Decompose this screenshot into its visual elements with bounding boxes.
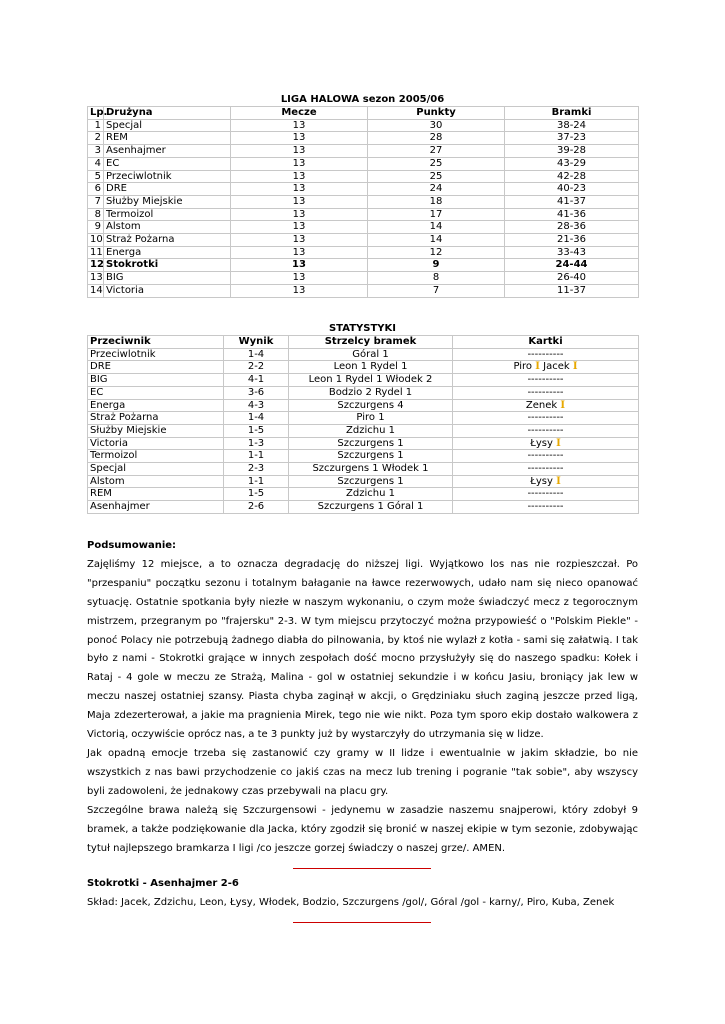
cell-lp: 2 [88,132,104,145]
header-result: Wynik [224,336,289,349]
cell-team: Służby Miejskie [104,195,231,208]
cell-points: 25 [368,170,505,183]
stats-table-title: STATYSTYKI [328,323,396,334]
table-row [88,195,639,208]
cell-opponent: Alstom [88,475,224,488]
cell-goals: 24-44 [505,259,639,272]
cell-opponent: Victoria [88,437,224,450]
table-row [88,361,639,374]
cell-scorers: Szczurgens 4 [289,399,453,412]
cell-scorers: Góral 1 [289,348,453,361]
cell-cards [453,399,639,412]
table-row [88,170,639,183]
cell-result: 1-5 [224,488,289,501]
cell-matches: 13 [231,259,368,272]
table-row [88,234,639,247]
cell-team: BIG [104,272,231,285]
header-goals: Bramki [505,107,639,120]
cell-scorers: Szczurgens 1 Góral 1 [289,501,453,514]
table-row [88,412,639,425]
cell-result: 1-4 [224,348,289,361]
cell-goals: 26-40 [505,272,639,285]
header-opponent: Przeciwnik [88,336,224,349]
cell-lp: 7 [88,195,104,208]
cell-lp: 3 [88,145,104,158]
table-row [88,374,639,387]
cell-cards [453,361,639,374]
cell-goals: 41-36 [505,208,639,221]
match-section [87,875,638,913]
summary-paragraph-3: Szczególne brawa należą się Szczurgensowi - jedynemu w zasadzie naszemu snajperowi, który zdobył 9 bramek, a także podziękowanie dla Jacka, który zgodził się bronić w naszej ekipie w tym sezonie, zdobywając tytuł najlepszego bramkarza I ligi /co jeszcze gorzej świadczy o naszej grze/. AMEN. [87,804,638,854]
cell-scorers: Zdzichu 1 [289,488,453,501]
table-row [88,208,639,221]
cell-team: REM [104,132,231,145]
cell-points: 18 [368,195,505,208]
cell-result: 1-4 [224,412,289,425]
yellow-card-icon: I [556,475,561,487]
cell-result: 1-5 [224,424,289,437]
cell-matches: 13 [231,183,368,196]
table-row [88,399,639,412]
match-squad: Skład: Jacek, Zdzichu, Leon, Łysy, Włodek, Bodzio, Szczurgens /gol/, Góral /gol - karny/, Piro, Kuba, Zenek [87,896,615,908]
cell-result: 3-6 [224,386,289,399]
yellow-card-icon: I [560,399,566,411]
card-player: ---------- [527,348,564,360]
card-player: Łysy [530,437,553,449]
separator-line-2 [293,922,431,923]
table-row [88,246,639,259]
cell-opponent: Asenhajmer [88,501,224,514]
yellow-card-icon: I [556,437,561,449]
cell-team: Straż Pożarna [104,234,231,247]
cell-lp: 9 [88,221,104,234]
cell-opponent: Termoizol [88,450,224,463]
table-row [88,424,639,437]
cell-team: Energa [104,246,231,259]
cell-opponent: Służby Miejskie [88,424,224,437]
summary-heading: Podsumowanie: [87,540,177,551]
cell-matches: 13 [231,145,368,158]
league-header-row [88,107,639,120]
table-row [88,501,639,514]
cell-matches: 13 [231,272,368,285]
cell-matches: 13 [231,157,368,170]
summary-section [87,537,638,858]
cell-result: 4-1 [224,374,289,387]
cell-result: 4-3 [224,399,289,412]
cell-scorers: Bodzio 2 Rydel 1 [289,386,453,399]
cell-lp: 11 [88,246,104,259]
cell-points: 14 [368,221,505,234]
cell-opponent: EC [88,386,224,399]
cell-lp: 13 [88,272,104,285]
cell-points: 12 [368,246,505,259]
cell-team: Stokrotki [104,259,231,272]
cell-goals: 33-43 [505,246,639,259]
cell-team: Specjal [104,119,231,132]
cell-matches: 13 [231,132,368,145]
cell-team: Termoizol [104,208,231,221]
card-player: ---------- [527,386,564,398]
cell-lp: 8 [88,208,104,221]
cell-opponent: Specjal [88,463,224,476]
cell-points: 8 [368,272,505,285]
cell-goals: 41-37 [505,195,639,208]
cell-opponent: Przeciwlotnik [88,348,224,361]
cell-team: Alstom [104,221,231,234]
header-team: Drużyna [104,107,231,120]
table-row [88,132,639,145]
cell-matches: 13 [231,246,368,259]
cell-team: EC [104,157,231,170]
cell-goals: 40-23 [505,183,639,196]
card-player: ---------- [527,412,564,424]
yellow-card-icon: I [572,361,578,373]
table-row [88,386,639,399]
cell-result: 1-3 [224,437,289,450]
cell-points: 27 [368,145,505,158]
cell-cards [453,437,639,450]
cell-points: 14 [368,234,505,247]
league-table-title: LIGA HALOWA sezon 2005/06 [280,94,445,105]
cell-cards [453,424,639,437]
cell-cards [453,386,639,399]
cell-points: 7 [368,284,505,297]
card-player: Łysy [530,475,553,487]
cell-matches: 13 [231,208,368,221]
cell-goals: 39-28 [505,145,639,158]
header-scorers: Strzelcy bramek [289,336,453,349]
card-player: ---------- [527,501,564,513]
cell-matches: 13 [231,195,368,208]
cell-cards [453,475,639,488]
table-row [88,437,639,450]
cell-points: 28 [368,132,505,145]
cell-team: Victoria [104,284,231,297]
cell-opponent: Straż Pożarna [88,412,224,425]
cell-cards [453,374,639,387]
header-lp: Lp. [88,107,104,120]
cell-goals: 28-36 [505,221,639,234]
cell-team: Asenhajmer [104,145,231,158]
card-player: ---------- [527,450,564,462]
cell-opponent: REM [88,488,224,501]
table-row [88,183,639,196]
cell-goals: 43-29 [505,157,639,170]
cell-points: 30 [368,119,505,132]
table-row [88,284,639,297]
cell-result: 1-1 [224,475,289,488]
cell-team: Przeciwlotnik [104,170,231,183]
cell-scorers: Leon 1 Rydel 1 Włodek 2 [289,374,453,387]
table-row [88,450,639,463]
table-row [88,145,639,158]
cell-matches: 13 [231,234,368,247]
cell-matches: 13 [231,119,368,132]
header-cards: Kartki [453,336,639,349]
table-row [88,475,639,488]
cell-points: 25 [368,157,505,170]
cell-points: 9 [368,259,505,272]
cell-lp: 5 [88,170,104,183]
cell-result: 2-2 [224,361,289,374]
cell-scorers: Szczurgens 1 Włodek 1 [289,463,453,476]
cell-goals: 21-36 [505,234,639,247]
cell-points: 24 [368,183,505,196]
table-row [88,463,639,476]
card-player: ---------- [527,488,564,500]
match-heading: Stokrotki - Asenhajmer 2-6 [87,878,239,889]
cell-scorers: Szczurgens 1 [289,450,453,463]
league-table [87,106,639,298]
cell-matches: 13 [231,170,368,183]
cell-lp: 6 [88,183,104,196]
cell-lp: 4 [88,157,104,170]
stats-table [87,335,639,514]
cell-result: 2-6 [224,501,289,514]
header-matches: Mecze [231,107,368,120]
table-row [88,272,639,285]
cell-opponent: Energa [88,399,224,412]
cell-result: 1-1 [224,450,289,463]
yellow-card-icon: I [535,361,540,373]
card-player: Piro [513,361,533,373]
table-row [88,157,639,170]
card-player: ---------- [527,424,564,436]
cell-scorers: Leon 1 Rydel 1 [289,361,453,374]
cell-cards [453,348,639,361]
cell-cards [453,450,639,463]
cell-matches: 13 [231,284,368,297]
table-row [88,348,639,361]
cell-scorers: Piro 1 [289,412,453,425]
cell-result: 2-3 [224,463,289,476]
stats-header-row [88,336,639,349]
table-row [88,488,639,501]
cell-cards [453,463,639,476]
cell-lp: 10 [88,234,104,247]
card-player: Jacek [543,361,570,373]
summary-paragraph-1: Zajęliśmy 12 miejsce, a to oznacza degradację do niższej ligi. Wyjątkowo los nas nie rozpieszczał. Po "przespaniu" początku sezonu i totalnym bałaganie na ławce rezerwowych, udało nam się nieco opanować sytuację. Ostatnie spotkania były niezłe w naszym wykonaniu, o czym może świadczyć mecz z tegorocznym mistrzem, przegranym po "frajersku" 2-3. W tym miejscu przytoczyć można przypowieść o "Polskim Piekle" - ponoć Polacy nie potrzebują żadnego diabła do pilnowania, by ktoś nie wylazł z kotła - sami się załatwią. I tak było z nami - Stokrotki grające w innych zespołach dość mocno przysłużyły się do naszego spadku: Kołek i Rataj - 4 gole w meczu ze Strażą, Malina - gol w ostatniej sekundzie i w końcu Jasiu, broniący jak lew w meczu naszej ostatniej szansy. Piasta chyba zaginął w akcji, o Grędziniaku słuch zaginą jeszcze przed ligą, Maja zdezerterował, a jakie ma pragnienia Mirek, tego nie wie nikt. Poza tym sporo ekip dostało walkowera z Victorią, oczywiście oprócz nas, a te 3 punkty już by wystarczyły do utrzymania się w lidze. [87,558,638,741]
cell-opponent: DRE [88,361,224,374]
cell-goals: 42-28 [505,170,639,183]
cell-lp: 14 [88,284,104,297]
card-player: Zenek [525,399,558,411]
card-player: ---------- [527,463,564,475]
cell-goals: 37-23 [505,132,639,145]
cell-matches: 13 [231,221,368,234]
cell-goals: 38-24 [505,119,639,132]
cell-cards [453,412,639,425]
cell-goals: 11-37 [505,284,639,297]
table-row [88,221,639,234]
cell-lp: 1 [88,119,104,132]
cell-points: 17 [368,208,505,221]
cell-scorers: Zdzichu 1 [289,424,453,437]
cell-cards [453,501,639,514]
cell-lp: 12 [88,259,104,272]
cell-cards [453,488,639,501]
table-row [88,119,639,132]
table-row [88,259,639,272]
cell-scorers: Szczurgens 1 [289,475,453,488]
cell-scorers: Szczurgens 1 [289,437,453,450]
cell-opponent: BIG [88,374,224,387]
header-points: Punkty [368,107,505,120]
separator-line-1 [293,868,431,869]
summary-paragraph-2: Jak opadną emocje trzeba się zastanowić czy gramy w II lidze i ewentualnie w jakim składzie, bo nie wszystkich z nas bawi przychodzenie co jakiś czas na mecz lub trening i pogranie "tak sobie", aby wszyscy byli zadowoleni, że jednakowy czas przebywali na placu gry. [87,747,638,797]
card-player: ---------- [527,374,564,386]
cell-team: DRE [104,183,231,196]
